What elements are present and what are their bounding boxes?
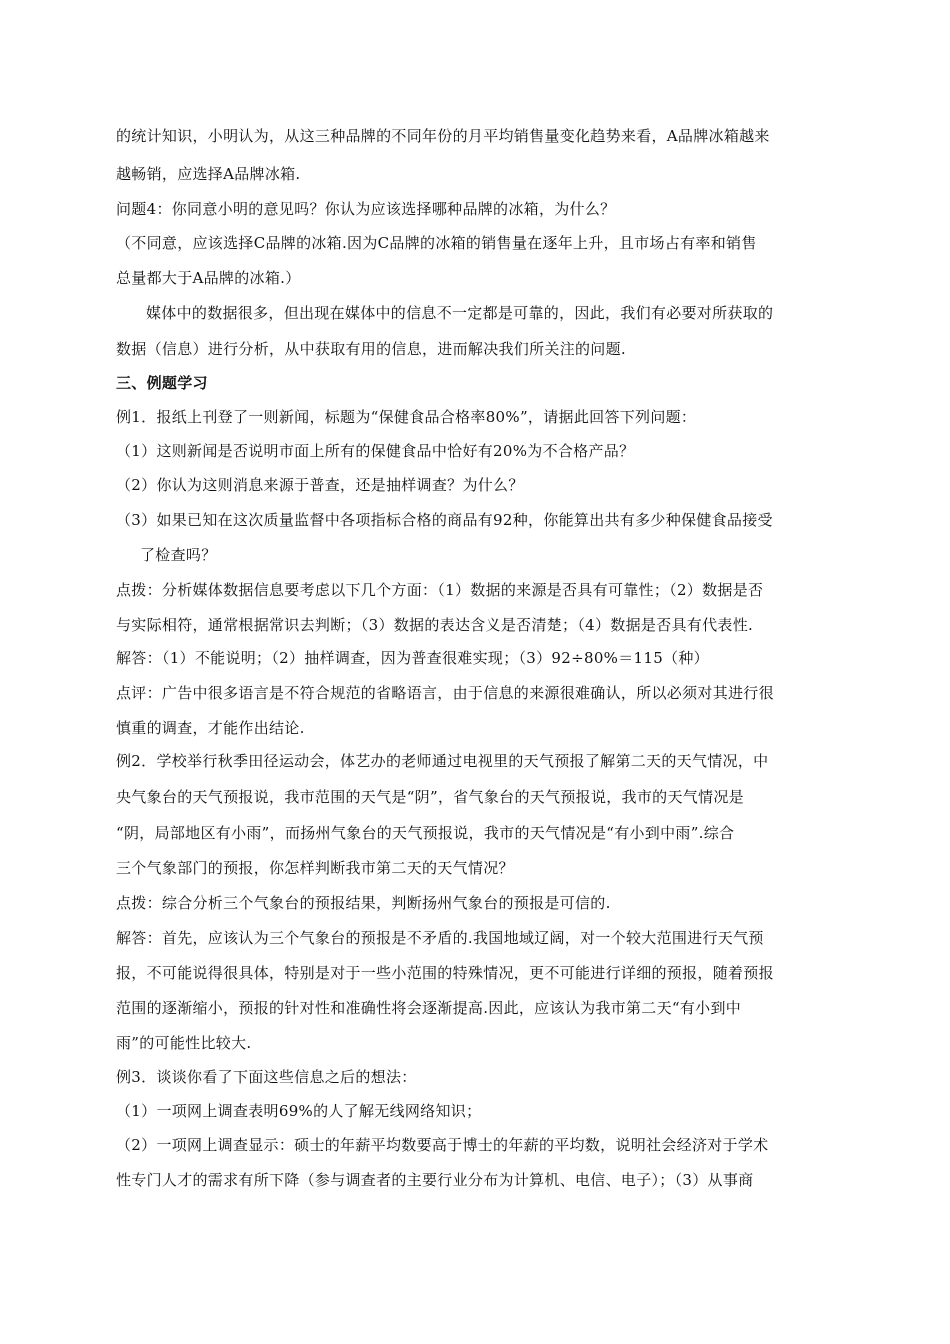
paragraph-line: 的统计知识，小明认为，从这三种品牌的不同年份的月平均销售量变化趋势来看，A品牌冰箱越来: [116, 127, 770, 145]
example-1-item-continued: 了检查吗？: [140, 546, 217, 564]
paragraph-line: 越畅销，应选择A品牌冰箱.: [116, 165, 301, 183]
solution-line: 解答：（1）不能说明；（2）抽样调查，因为普查很难实现；（3）92÷80%＝115（种）: [116, 649, 709, 667]
example-1-item: （3）如果已知在这次质量监督中各项指标合格的商品有92种，你能算出共有多少种保健食品接受: [116, 511, 773, 529]
example-2-line: “阴，局部地区有小雨”，而扬州气象台的天气预报说，我市的天气情况是“有小到中雨”.综合: [116, 824, 735, 842]
answer-line: 总量都大于A品牌的冰箱.）: [116, 269, 301, 287]
example-1-title: 例1．报纸上刊登了一则新闻，标题为“保健食品合格率80%”，请据此回答下列问题：: [116, 408, 697, 426]
comment-line: 慎重的调查，才能作出结论.: [116, 719, 305, 737]
paragraph-line: 媒体中的数据很多，但出现在媒体中的信息不一定都是可靠的，因此，我们有必要对所获取的: [146, 304, 774, 322]
example-2-line: 例2．学校举行秋季田径运动会，体艺办的老师通过电视里的天气预报了解第二天的天气情况，中: [116, 752, 769, 770]
example-2-line: 央气象台的天气预报说，我市范围的天气是“阴”，省气象台的天气预报说，我市的天气情况是: [116, 788, 744, 806]
example-3-title: 例3．谈谈你看了下面这些信息之后的想法：: [116, 1068, 417, 1086]
paragraph-line: 数据（信息）进行分析，从中获取有用的信息，进而解决我们所关注的问题.: [116, 340, 626, 358]
example-3-item: （1）一项网上调查表明69%的人了解无线网络知识；: [116, 1102, 482, 1120]
section-heading: 三、例题学习: [116, 374, 208, 392]
solution-line: 雨”的可能性比较大.: [116, 1034, 252, 1052]
hint-line: 点拨：分析媒体数据信息要考虑以下几个方面：（1）数据的来源是否具有可靠性；（2）数据是否: [116, 581, 764, 599]
example-1-item: （2）你认为这则消息来源于普查，还是抽样调查？为什么？: [116, 476, 524, 494]
question-4-line: 问题4：你同意小明的意见吗？你认为应该选择哪种品牌的冰箱，为什么？: [116, 200, 616, 218]
example-3-item: 性专门人才的需求有所下降（参与调查者的主要行业分布为计算机、电信、电子）；（3）从事商: [116, 1171, 754, 1189]
solution-line: 解答：首先，应该认为三个气象台的预报是不矛盾的.我国地域辽阔，对一个较大范围进行天气预: [116, 929, 764, 947]
comment-line: 点评：广告中很多语言是不符合规范的省略语言，由于信息的来源很难确认，所以必须对其进行很: [116, 684, 774, 702]
example-1-item: （1）这则新闻是否说明市面上所有的保健食品中恰好有20%为不合格产品？: [116, 442, 635, 460]
example-3-item: （2）一项网上调查显示：硕士的年薪平均数要高于博士的年薪的平均数，说明社会经济对于学术: [116, 1136, 769, 1154]
example-2-line: 三个气象部门的预报，你怎样判断我市第二天的天气情况？: [116, 859, 514, 877]
solution-line: 报，不可能说得很具体，特别是对于一些小范围的特殊情况，更不可能进行详细的预报，随着预报: [116, 964, 774, 982]
answer-line: （不同意，应该选择C品牌的冰箱.因为C品牌的冰箱的销售量在逐年上升，且市场占有率和销售: [116, 234, 757, 252]
hint-line: 点拨：综合分析三个气象台的预报结果，判断扬州气象台的预报是可信的.: [116, 894, 611, 912]
hint-line: 与实际相符，通常根据常识去判断；（3）数据的表达含义是否清楚；（4）数据是否具有代表性.: [116, 616, 754, 634]
solution-line: 范围的逐渐缩小，预报的针对性和准确性将会逐渐提高.因此，应该认为我市第二天“有小到中: [116, 999, 742, 1017]
